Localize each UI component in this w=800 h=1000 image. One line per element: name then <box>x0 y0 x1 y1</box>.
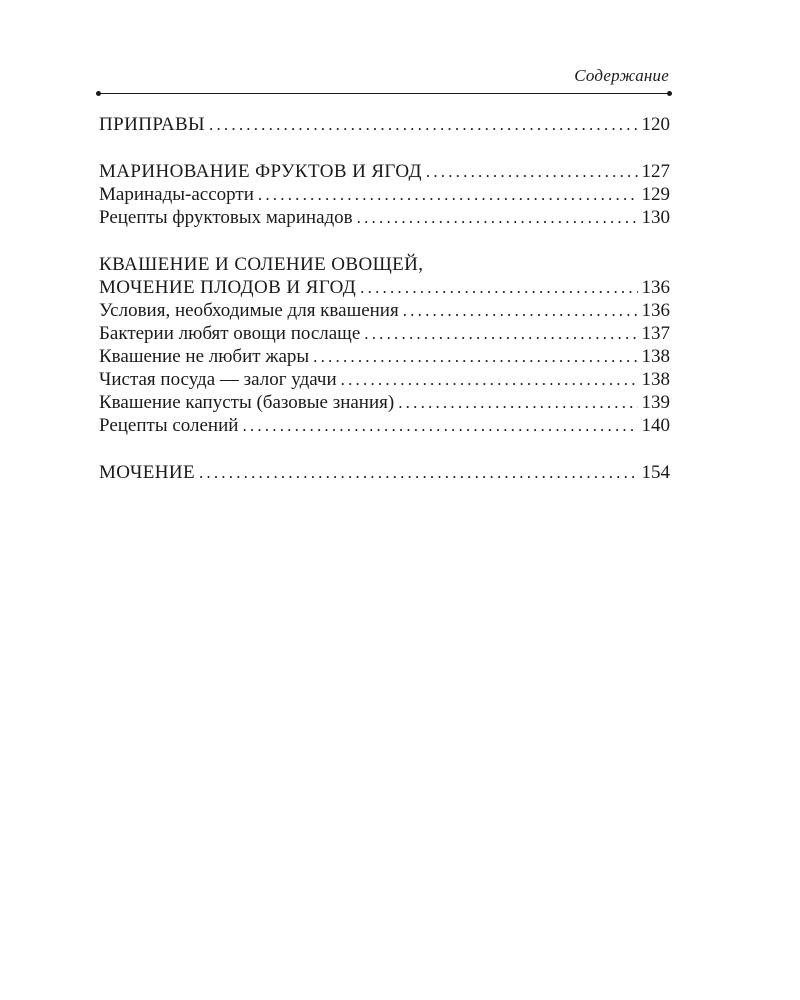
toc-entry-title: ПРИПРАВЫ <box>99 114 206 135</box>
dot-leader <box>398 391 637 414</box>
toc-entry <box>99 299 670 322</box>
toc-entry <box>99 206 670 229</box>
toc-entry <box>99 414 670 437</box>
running-head-title: Содержание <box>574 66 669 85</box>
dot-leader <box>403 299 638 322</box>
toc-entry-title: Бактерии любят овощи послаще <box>99 323 361 344</box>
toc-entry-page: 154 <box>641 462 670 483</box>
toc-entry-page: 120 <box>641 114 670 135</box>
toc-entry <box>99 113 670 136</box>
toc-entry <box>99 276 670 299</box>
toc-section-marinovanie <box>99 160 670 229</box>
toc-entry-title: МАРИНОВАНИЕ ФРУКТОВ И ЯГОД <box>99 161 422 182</box>
toc-entry-page: 138 <box>641 346 670 367</box>
toc-entry <box>99 345 670 368</box>
dot-leader <box>242 414 637 437</box>
dot-leader <box>313 345 637 368</box>
dot-leader <box>199 461 638 484</box>
dot-leader <box>209 113 637 136</box>
toc-entry-title: МОЧЕНИЕ ПЛОДОВ И ЯГОД <box>99 277 357 298</box>
toc-section-mochenie <box>99 461 670 484</box>
toc-entry-title: Рецепты фруктовых маринадов <box>99 207 353 228</box>
toc-entry-title: Квашение не любит жары <box>99 346 310 367</box>
toc-entry-page: 140 <box>641 415 670 436</box>
header-rule <box>99 93 669 94</box>
toc-entry-page: 139 <box>641 392 670 413</box>
toc-entry-page: 136 <box>641 277 670 298</box>
toc-section-kvashenie <box>99 253 670 437</box>
toc-entry-page: 129 <box>641 184 670 205</box>
toc-entry-page: 130 <box>641 207 670 228</box>
toc-entry-title: Условия, необходимые для квашения <box>99 300 399 321</box>
toc-entry <box>99 322 670 345</box>
toc-entry-title: МОЧЕНИЕ <box>99 462 195 483</box>
toc-entry <box>99 391 670 414</box>
toc-entry-page: 127 <box>641 161 670 182</box>
toc-entry-page: 136 <box>641 300 670 321</box>
toc-heading-line: КВАШЕНИЕ И СОЛЕНИЕ ОВОЩЕЙ, <box>99 254 424 275</box>
toc-entry <box>99 183 670 206</box>
toc-section-pripravy <box>99 113 670 136</box>
dot-leader <box>426 160 638 183</box>
toc-entry-title: Квашение капусты (базовые знания) <box>99 392 395 413</box>
dot-leader <box>364 322 637 345</box>
dot-leader <box>360 276 637 299</box>
toc-entry-page: 138 <box>641 369 670 390</box>
table-of-contents <box>99 113 670 508</box>
toc-entry-title: Чистая посуда — залог удачи <box>99 369 337 390</box>
toc-entry-page: 137 <box>641 323 670 344</box>
toc-entry-title: Маринады-ассорти <box>99 184 254 205</box>
dot-leader <box>341 368 638 391</box>
toc-entry <box>99 160 670 183</box>
toc-entry <box>99 368 670 391</box>
dot-leader <box>258 183 638 206</box>
dot-leader <box>357 206 638 229</box>
toc-entry-title: Рецепты солений <box>99 415 239 436</box>
toc-entry <box>99 461 670 484</box>
